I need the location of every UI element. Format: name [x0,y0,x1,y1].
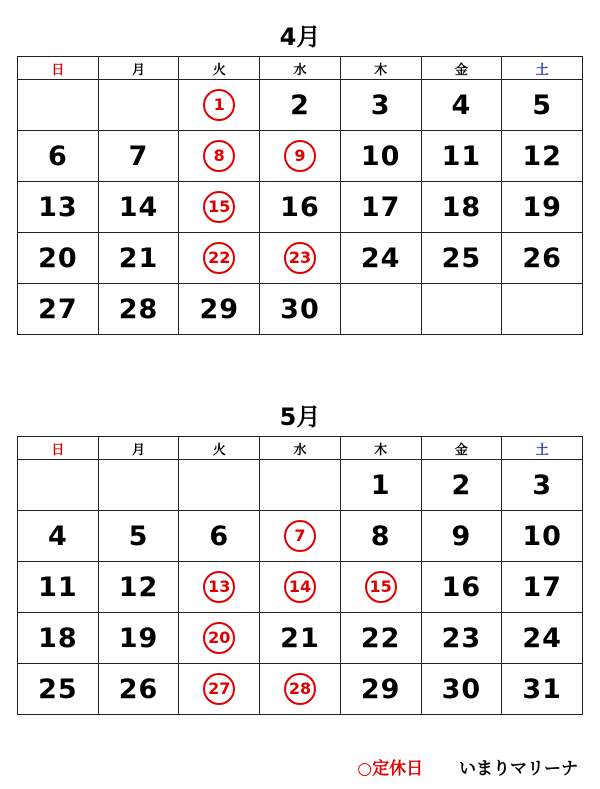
day-cell [340,233,421,284]
closed-day-legend: ○定休日 [357,759,424,779]
footer [0,754,578,779]
day-cell [421,182,502,233]
day-number: 13 [38,191,78,223]
closed-day-number: 15 [203,191,235,223]
day-cell [421,613,502,664]
week-row [18,233,583,284]
closed-day-number: 20 [203,622,235,654]
day-cell [260,233,341,284]
day-cell [260,131,341,182]
weekday-header: 水 [260,57,341,80]
day-number: 5 [128,520,149,552]
day-cell [502,233,583,284]
closed-day-number: 8 [203,140,235,172]
week-row [18,131,583,182]
day-number: 6 [47,140,68,172]
day-cell [340,613,421,664]
weekday-header: 月 [98,57,179,80]
day-number: 27 [38,293,78,325]
weekday-header: 木 [340,437,421,460]
month-title: 5月 [279,403,321,431]
day-number: 18 [441,191,482,223]
day-number: 17 [360,191,401,223]
day-cell [98,562,179,613]
day-cell [179,284,260,335]
day-cell [98,233,179,284]
day-cell [340,511,421,562]
day-cell [179,80,260,131]
day-number: 11 [441,140,482,172]
day-number: 23 [441,622,482,654]
day-number: 10 [360,140,401,172]
day-cell [98,131,179,182]
day-number: 16 [280,191,320,223]
weekday-header-row [18,437,583,460]
day-cell [421,284,502,335]
day-cell [421,562,502,613]
april-calendar [17,18,583,335]
week-row [18,284,583,335]
day-cell [260,182,341,233]
day-cell [98,284,179,335]
day-cell [260,562,341,613]
closed-day-number: 14 [284,571,316,603]
day-number: 18 [38,622,78,654]
day-cell [179,511,260,562]
day-number: 21 [118,242,159,274]
day-cell [502,131,583,182]
weekday-header: 日 [18,437,99,460]
calendar-table [17,56,583,335]
day-cell [421,460,502,511]
day-cell [179,233,260,284]
business-name: いまりマリーナ [459,759,578,779]
weekday-header: 土 [502,437,583,460]
day-number: 16 [441,571,482,603]
closed-day-number: 7 [284,520,316,552]
day-cell [179,613,260,664]
weekday-header: 金 [421,57,502,80]
day-number: 22 [360,622,401,654]
calendar-body [18,460,583,715]
day-number: 25 [38,673,78,705]
day-cell [98,80,179,131]
day-number: 24 [360,242,401,274]
closed-day-number: 22 [203,242,235,274]
calendar-table [17,436,583,715]
day-number: 6 [209,520,230,552]
day-cell [179,131,260,182]
day-cell [340,131,421,182]
day-number: 30 [441,673,482,705]
day-number: 3 [370,89,391,121]
day-cell [340,182,421,233]
week-row [18,664,583,715]
day-cell [260,613,341,664]
day-number: 8 [370,520,391,552]
closed-day-number: 13 [203,571,235,603]
may-calendar [17,398,583,715]
day-cell [502,80,583,131]
day-number: 2 [451,469,472,501]
closed-day-number: 1 [203,89,235,121]
week-row [18,80,583,131]
day-number: 1 [370,469,391,501]
day-cell [18,460,99,511]
day-number: 12 [522,140,562,172]
day-number: 29 [360,673,401,705]
weekday-header: 火 [179,437,260,460]
day-number: 29 [199,293,240,325]
day-number: 24 [522,622,562,654]
day-cell [18,131,99,182]
day-cell [179,460,260,511]
day-cell [98,664,179,715]
week-row [18,562,583,613]
day-cell [340,664,421,715]
day-cell [502,182,583,233]
day-cell [260,460,341,511]
calendar-body [18,80,583,335]
day-cell [18,80,99,131]
closed-day-number: 28 [284,673,316,705]
day-number: 7 [128,140,149,172]
day-cell [98,613,179,664]
day-number: 28 [118,293,159,325]
day-cell [502,613,583,664]
day-cell [421,80,502,131]
day-cell [502,511,583,562]
day-cell [98,182,179,233]
day-cell [502,460,583,511]
day-cell [421,131,502,182]
closed-day-number: 27 [203,673,235,705]
closed-day-number: 15 [365,571,397,603]
week-row [18,460,583,511]
day-number: 20 [38,242,78,274]
weekday-header: 金 [421,437,502,460]
weekday-header: 火 [179,57,260,80]
day-cell [340,460,421,511]
weekday-header: 水 [260,437,341,460]
closed-day-number: 9 [284,140,316,172]
closed-day-number: 23 [284,242,316,274]
day-cell [179,182,260,233]
day-cell [502,664,583,715]
day-number: 25 [441,242,482,274]
day-cell [260,511,341,562]
day-cell [98,511,179,562]
day-number: 26 [522,242,562,274]
day-cell [179,562,260,613]
day-number: 9 [451,520,472,552]
weekday-header: 木 [340,57,421,80]
day-cell [179,664,260,715]
week-row [18,613,583,664]
day-cell [340,284,421,335]
day-number: 31 [522,673,562,705]
day-cell [421,233,502,284]
month-title: 4月 [279,23,321,51]
day-cell [18,182,99,233]
week-row [18,511,583,562]
day-number: 12 [118,571,159,603]
day-cell [340,80,421,131]
day-number: 5 [532,89,552,121]
day-number: 19 [522,191,562,223]
day-number: 19 [118,622,159,654]
day-cell [260,80,341,131]
day-cell [260,664,341,715]
day-cell [18,284,99,335]
day-number: 30 [280,293,320,325]
day-cell [340,562,421,613]
day-cell [18,233,99,284]
day-number: 11 [38,571,78,603]
day-cell [260,284,341,335]
day-cell [421,511,502,562]
week-row [18,182,583,233]
day-cell [421,664,502,715]
day-number: 4 [451,89,472,121]
day-cell [18,562,99,613]
day-cell [502,562,583,613]
day-cell [18,511,99,562]
weekday-header-row [18,57,583,80]
day-cell [98,460,179,511]
weekday-header: 土 [502,57,583,80]
day-number: 21 [280,622,320,654]
day-number: 2 [290,89,310,121]
day-number: 3 [532,469,552,501]
weekday-header: 月 [98,437,179,460]
day-cell [18,613,99,664]
day-number: 14 [118,191,159,223]
day-number: 26 [118,673,159,705]
day-number: 17 [522,571,562,603]
day-number: 4 [47,520,68,552]
day-cell [18,664,99,715]
weekday-header: 日 [18,57,99,80]
day-cell [502,284,583,335]
day-number: 10 [522,520,562,552]
